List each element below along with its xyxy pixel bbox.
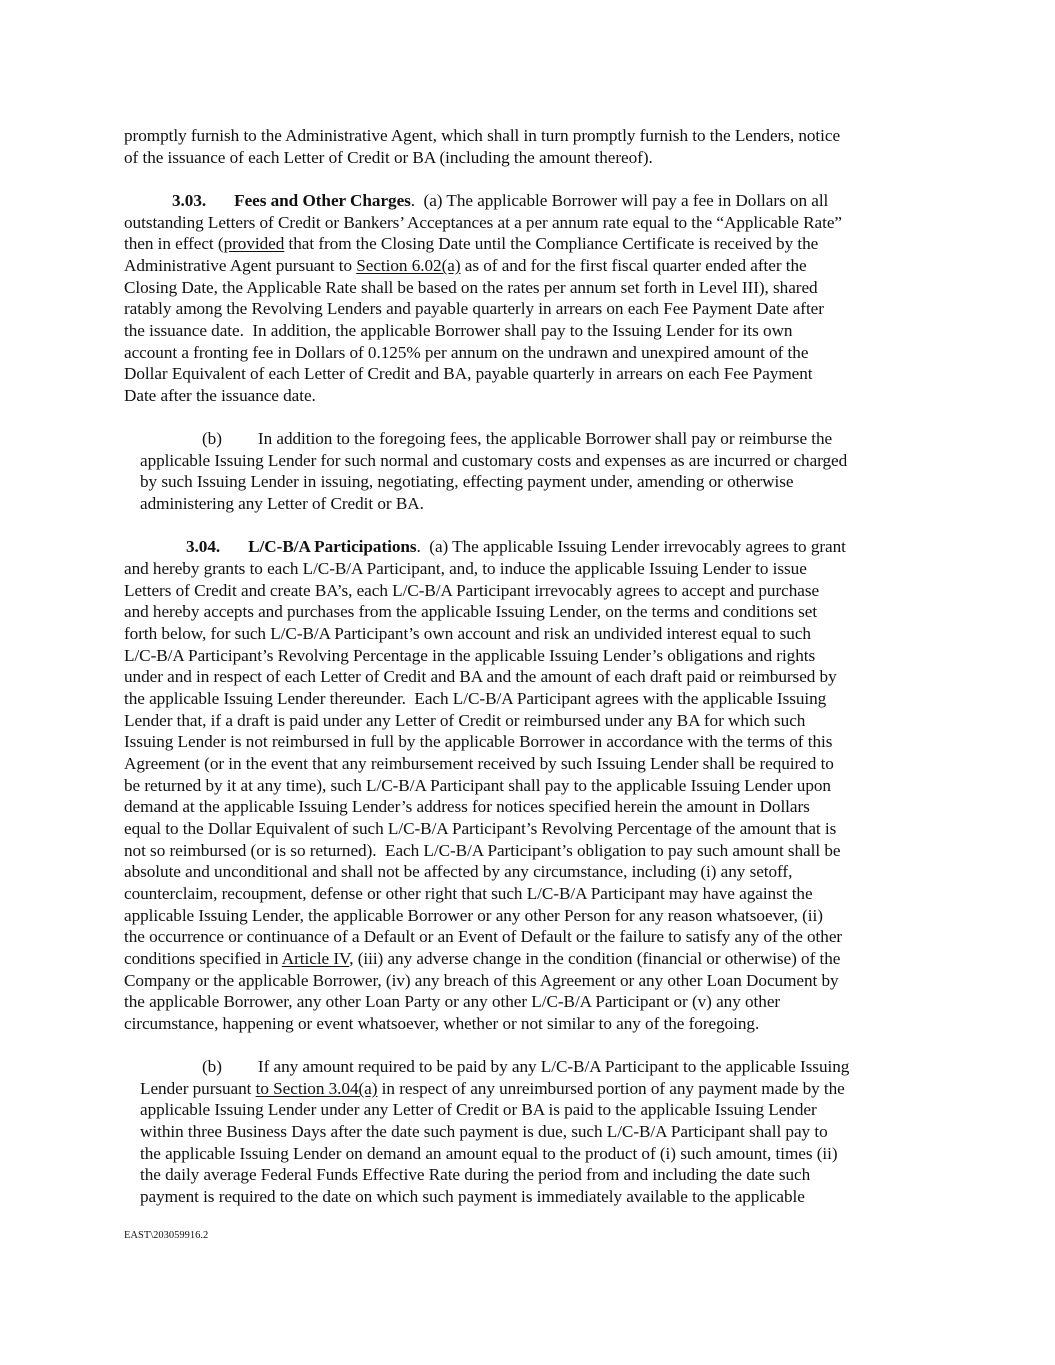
paragraph-line: demand at the applicable Issuing Lender’s address for notices specified herein the amount in Dollars xyxy=(124,797,810,816)
paragraph-line: promptly furnish to the Administrative Agent, which shall in turn promptly furnish to the Lenders, notice xyxy=(124,126,841,145)
paragraph-line: applicable Issuing Lender under any Letter of Credit or BA is paid to the applicable Issuing Lender xyxy=(140,1100,817,1119)
paragraph-line: Lender that, if a draft is paid under any Letter of Credit or reimbursed under any BA for which such xyxy=(124,711,806,730)
subsection-b-first-line xyxy=(140,428,832,450)
text-span: Lender pursuant xyxy=(140,1079,256,1098)
paragraph-line: Dollar Equivalent of each Letter of Credit and BA, payable quarterly in arrears on each Fee Payment xyxy=(124,364,813,383)
paragraph-line: under and in respect of each Letter of Credit and BA and the amount of each draft paid or reimbursed by xyxy=(124,667,837,686)
section-3-04a-reference: to Section 3.04(a) xyxy=(255,1079,378,1098)
section-number: 3.03. xyxy=(172,191,207,210)
paragraph-line: and hereby accepts and purchases from the applicable Issuing Lender, on the terms and conditions set xyxy=(124,602,818,621)
paragraph-line: account a fronting fee in Dollars of 0.125% per annum on the undrawn and unexpired amount of the xyxy=(124,343,809,362)
paragraph-line xyxy=(140,1078,845,1100)
paragraph-line: counterclaim, recoupment, defense or other right that such L/C-B/A Participant may have against the xyxy=(124,884,813,903)
paragraph-line: be returned by it at any time), such L/C-B/A Participant shall pay to the applicable Issuing Lender upon xyxy=(124,776,831,795)
subsection-label: (b) xyxy=(202,429,222,448)
paragraph-line: within three Business Days after the date such payment is due, such L/C-B/A Participant shall pay to xyxy=(140,1122,828,1141)
paragraph-line xyxy=(124,233,818,255)
text-span: , (iii) any adverse change in the condition (financial or otherwise) of the xyxy=(349,949,841,968)
section-3-04-first-line xyxy=(124,536,846,558)
section-number: 3.04. xyxy=(186,537,221,556)
text-span: that from the Closing Date until the Compliance Certificate is received by the xyxy=(284,234,819,253)
paragraph-line: the applicable Issuing Lender thereunder. Each L/C-B/A Participant agrees with the applicable Issuing xyxy=(124,689,827,708)
section-text: . (a) The applicable Issuing Lender irrevocably agrees to grant xyxy=(416,537,846,556)
subsection-b-first-line xyxy=(140,1056,849,1078)
paragraph-line: not so reimbursed (or is so returned). Each L/C-B/A Participant’s obligation to pay such amount shall be xyxy=(124,841,841,860)
text-span: conditions specified in xyxy=(124,949,282,968)
paragraph-line: of the issuance of each Letter of Credit or BA (including the amount thereof). xyxy=(124,148,653,167)
article-iv-reference: Article IV xyxy=(281,949,350,968)
text-span: in respect of any unreimbursed portion of any payment made by the xyxy=(377,1079,845,1098)
paragraph-line: Issuing Lender is not reimbursed in full by the applicable Borrower in accordance with the terms of this xyxy=(124,732,833,751)
paragraph-line: payment is required to the date on which such payment is immediately available to the applicable xyxy=(140,1187,805,1206)
text-span: then in effect ( xyxy=(124,234,224,253)
paragraph-line: Letters of Credit and create BA’s, each L/C-B/A Participant irrevocably agrees to accept and purchase xyxy=(124,581,820,600)
paragraph-line: the daily average Federal Funds Effective Rate during the period from and including the date such xyxy=(140,1165,811,1184)
paragraph-line: circumstance, happening or event whatsoever, whether or not similar to any of the foregoing. xyxy=(124,1014,760,1033)
paragraph-line: administering any Letter of Credit or BA. xyxy=(140,494,424,513)
paragraph-line: and hereby grants to each L/C-B/A Participant, and, to induce the applicable Issuing Lender to issue xyxy=(124,559,807,578)
paragraph-line: the issuance date. In addition, the applicable Borrower shall pay to the Issuing Lender for its own xyxy=(124,321,793,340)
document-id-footer: EAST\203059916.2 xyxy=(124,1230,209,1241)
paragraph-line: by such Issuing Lender in issuing, negotiating, effecting payment under, amending or otherwise xyxy=(140,472,794,491)
paragraph-line: the applicable Borrower, any other Loan Party or any other L/C-B/A Participant or (v) any other xyxy=(124,992,781,1011)
paragraph-line: the applicable Issuing Lender on demand an amount equal to the product of (i) such amount, times (ii) xyxy=(140,1144,838,1163)
text-span: as of and for the first fiscal quarter ended after the xyxy=(460,256,807,275)
section-text: . (a) The applicable Borrower will pay a fee in Dollars on all xyxy=(410,191,829,210)
paragraph-line: the occurrence or continuance of a Default or an Event of Default or the failure to satisfy any of the other xyxy=(124,927,843,946)
section-heading: Fees and Other Charges xyxy=(234,191,411,210)
paragraph-line: Date after the issuance date. xyxy=(124,386,316,405)
paragraph-line: outstanding Letters of Credit or Bankers’ Acceptances at a per annum rate equal to the “Applicable Rate” xyxy=(124,213,842,232)
paragraph-line: equal to the Dollar Equivalent of such L/C-B/A Participant’s Revolving Percentage of the amount that is xyxy=(124,819,837,838)
paragraph-line: applicable Issuing Lender, the applicable Borrower or any other Person for any reason whatsoever, (ii) xyxy=(124,906,823,925)
paragraph-line: Closing Date, the Applicable Rate shall be based on the rates per annum set forth in Level III), shared xyxy=(124,278,818,297)
paragraph-line: L/C-B/A Participant’s Revolving Percentage in the applicable Issuing Lender’s obligations and rights xyxy=(124,646,816,665)
subsection-text: In addition to the foregoing fees, the applicable Borrower shall pay or reimburse the xyxy=(257,429,833,448)
paragraph-line xyxy=(124,255,807,277)
subsection-label: (b) xyxy=(202,1057,222,1076)
paragraph-line xyxy=(124,948,840,970)
paragraph-line: ratably among the Revolving Lenders and payable quarterly in arrears on each Fee Payment Date after xyxy=(124,299,824,318)
text-span: Administrative Agent pursuant to xyxy=(124,256,357,275)
subsection-text: If any amount required to be paid by any L/C-B/A Participant to the applicable Issuing xyxy=(257,1057,850,1076)
paragraph-line: absolute and unconditional and shall not be affected by any circumstance, including (i) any setoff, xyxy=(124,862,793,881)
paragraph-line: Agreement (or in the event that any reimbursement received by such Issuing Lender shall be required to xyxy=(124,754,834,773)
provided-term: provided xyxy=(223,234,285,253)
section-3-03-first-line xyxy=(124,190,828,212)
paragraph-line: Company or the applicable Borrower, (iv) any breach of this Agreement or any other Loan Document by xyxy=(124,971,839,990)
paragraph-line: applicable Issuing Lender for such normal and customary costs and expenses as are incurred or charged xyxy=(140,451,848,470)
section-6-02a-reference: Section 6.02(a) xyxy=(356,256,461,275)
paragraph-line: forth below, for such L/C-B/A Participant’s own account and risk an undivided interest equal to such xyxy=(124,624,811,643)
section-heading: L/C-B/A Participations xyxy=(248,537,417,556)
